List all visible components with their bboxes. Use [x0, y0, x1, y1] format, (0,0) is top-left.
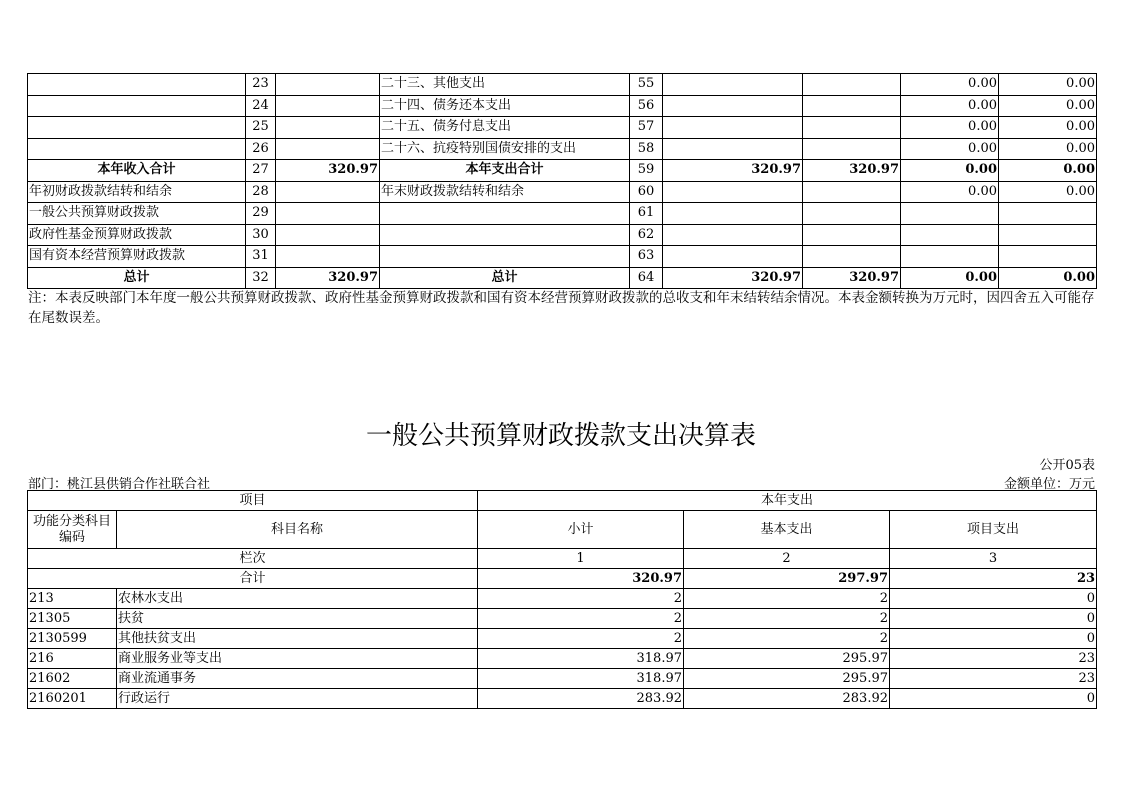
expense-total	[663, 95, 803, 117]
expense-general-budget	[803, 246, 901, 268]
subject-code: 216	[28, 649, 117, 669]
expense-line-number: 56	[630, 95, 663, 117]
subject-name: 农林水支出	[117, 589, 478, 609]
total-subtotal: 320.97	[478, 569, 684, 589]
subject-code: 2130599	[28, 629, 117, 649]
table-row	[28, 589, 1097, 609]
column-label: 栏次	[28, 549, 478, 569]
expense-total	[663, 74, 803, 96]
income-line-number: 25	[246, 117, 276, 139]
header-subtotal: 小计	[478, 511, 684, 549]
expense-general-budget	[803, 138, 901, 160]
project-amount: 23	[890, 669, 1097, 689]
income-item	[28, 74, 246, 96]
income-item: 总计	[28, 267, 246, 289]
income-line-number: 23	[246, 74, 276, 96]
subject-name: 其他扶贫支出	[117, 629, 478, 649]
total-project: 23	[890, 569, 1097, 589]
column-2: 2	[684, 549, 890, 569]
column-3: 3	[890, 549, 1097, 569]
expense-line-number: 57	[630, 117, 663, 139]
table-row	[28, 117, 1097, 139]
subject-name: 扶贫	[117, 609, 478, 629]
table-note: 注：本表反映部门本年度一般公共预算财政拨款、政府性基金预算财政拨款和国有资本经营预算财政拨款的总收支和年末结转结余情况。本表金额转换为万元时，因四舍五入可能存在尾数误差。	[28, 290, 1095, 326]
expense-item: 二十六、抗疫特别国债安排的支出	[380, 138, 630, 160]
expense-capital-budget: 0.00	[999, 95, 1097, 117]
expense-total	[663, 181, 803, 203]
expense-capital-budget: 0.00	[999, 117, 1097, 139]
department-label: 部门：桃江县供销合作社联合社	[28, 477, 211, 492]
income-amount	[276, 138, 380, 160]
expense-general-budget	[803, 95, 901, 117]
expense-line-number: 55	[630, 74, 663, 96]
subject-code: 213	[28, 589, 117, 609]
expense-total	[663, 117, 803, 139]
expense-capital-budget	[999, 224, 1097, 246]
header-project: 项目	[28, 491, 478, 511]
subtotal-amount: 318.97	[478, 669, 684, 689]
income-expense-table	[27, 73, 1097, 289]
header-code: 功能分类科目编码	[28, 511, 117, 549]
project-amount: 0	[890, 689, 1097, 709]
subject-code: 21602	[28, 669, 117, 689]
table-row	[28, 267, 1097, 289]
subject-name: 行政运行	[117, 689, 478, 709]
income-line-number: 24	[246, 95, 276, 117]
table-row	[28, 160, 1097, 182]
header-row	[28, 511, 1097, 549]
income-line-number: 32	[246, 267, 276, 289]
income-line-number: 31	[246, 246, 276, 268]
form-number: 公开05表	[1039, 458, 1095, 473]
header-basic: 基本支出	[684, 511, 890, 549]
expense-line-number: 63	[630, 246, 663, 268]
expense-fund-budget: 0.00	[901, 181, 999, 203]
expense-fund-budget: 0.00	[901, 160, 999, 182]
expense-capital-budget: 0.00	[999, 138, 1097, 160]
expense-line-number: 58	[630, 138, 663, 160]
expense-item	[380, 224, 630, 246]
total-label: 合计	[28, 569, 478, 589]
column-number-row	[28, 549, 1097, 569]
expense-capital-budget: 0.00	[999, 74, 1097, 96]
subtotal-amount: 283.92	[478, 689, 684, 709]
expense-fund-budget	[901, 246, 999, 268]
header-year-expenditure: 本年支出	[478, 491, 1097, 511]
expense-total	[663, 138, 803, 160]
expense-fund-budget: 0.00	[901, 117, 999, 139]
expense-capital-budget	[999, 246, 1097, 268]
page-title: 一般公共预算财政拨款支出决算表	[365, 421, 756, 451]
expense-general-budget	[803, 117, 901, 139]
expense-general-budget	[803, 203, 901, 225]
income-amount	[276, 224, 380, 246]
income-item: 本年收入合计	[28, 160, 246, 182]
basic-amount: 283.92	[684, 689, 890, 709]
income-amount: 320.97	[276, 267, 380, 289]
header-row	[28, 491, 1097, 511]
income-line-number: 29	[246, 203, 276, 225]
subject-code: 21305	[28, 609, 117, 629]
unit-label: 金额单位：万元	[1003, 477, 1095, 492]
table-row	[28, 203, 1097, 225]
income-amount	[276, 203, 380, 225]
income-line-number: 26	[246, 138, 276, 160]
expense-item: 年末财政拨款结转和结余	[380, 181, 630, 203]
income-item	[28, 117, 246, 139]
table-row	[28, 669, 1097, 689]
project-amount: 0	[890, 589, 1097, 609]
expense-total	[663, 224, 803, 246]
expense-line-number: 61	[630, 203, 663, 225]
income-item	[28, 138, 246, 160]
income-item: 政府性基金预算财政拨款	[28, 224, 246, 246]
expense-total: 320.97	[663, 160, 803, 182]
expense-fund-budget	[901, 203, 999, 225]
table-row	[28, 246, 1097, 268]
table-row	[28, 95, 1097, 117]
expense-item	[380, 246, 630, 268]
expense-capital-budget	[999, 203, 1097, 225]
expense-general-budget	[803, 74, 901, 96]
basic-amount: 295.97	[684, 649, 890, 669]
expense-fund-budget: 0.00	[901, 267, 999, 289]
income-amount	[276, 95, 380, 117]
expense-line-number: 64	[630, 267, 663, 289]
total-basic: 297.97	[684, 569, 890, 589]
basic-amount: 2	[684, 589, 890, 609]
project-amount: 0	[890, 609, 1097, 629]
expense-line-number: 59	[630, 160, 663, 182]
income-line-number: 27	[246, 160, 276, 182]
basic-amount: 295.97	[684, 669, 890, 689]
expense-item: 总计	[380, 267, 630, 289]
project-amount: 23	[890, 649, 1097, 669]
expense-fund-budget	[901, 224, 999, 246]
income-item: 一般公共预算财政拨款	[28, 203, 246, 225]
income-amount: 320.97	[276, 160, 380, 182]
expense-item: 二十五、债务付息支出	[380, 117, 630, 139]
subtotal-amount: 318.97	[478, 649, 684, 669]
income-amount	[276, 181, 380, 203]
expense-general-budget	[803, 224, 901, 246]
expense-item: 二十三、其他支出	[380, 74, 630, 96]
expense-item: 二十四、债务还本支出	[380, 95, 630, 117]
table-row	[28, 224, 1097, 246]
subtotal-amount: 2	[478, 589, 684, 609]
expense-total	[663, 246, 803, 268]
subtotal-amount: 2	[478, 609, 684, 629]
expense-item	[380, 203, 630, 225]
expense-line-number: 60	[630, 181, 663, 203]
expense-fund-budget: 0.00	[901, 74, 999, 96]
subtotal-amount: 2	[478, 629, 684, 649]
expense-fund-budget: 0.00	[901, 95, 999, 117]
column-1: 1	[478, 549, 684, 569]
table-row	[28, 181, 1097, 203]
expense-fund-budget: 0.00	[901, 138, 999, 160]
income-item: 年初财政拨款结转和结余	[28, 181, 246, 203]
income-amount	[276, 74, 380, 96]
income-item	[28, 95, 246, 117]
table-row	[28, 74, 1097, 96]
subject-code: 2160201	[28, 689, 117, 709]
basic-amount: 2	[684, 629, 890, 649]
expense-general-budget	[803, 181, 901, 203]
income-amount	[276, 246, 380, 268]
expense-capital-budget: 0.00	[999, 181, 1097, 203]
table-row	[28, 629, 1097, 649]
income-line-number: 28	[246, 181, 276, 203]
expenditure-table	[27, 490, 1097, 709]
expense-general-budget: 320.97	[803, 267, 901, 289]
subject-name: 商业服务业等支出	[117, 649, 478, 669]
expense-total	[663, 203, 803, 225]
table-row	[28, 609, 1097, 629]
expense-capital-budget: 0.00	[999, 267, 1097, 289]
expense-total: 320.97	[663, 267, 803, 289]
header-name: 科目名称	[117, 511, 478, 549]
table-row	[28, 138, 1097, 160]
expense-general-budget: 320.97	[803, 160, 901, 182]
expense-line-number: 62	[630, 224, 663, 246]
expense-capital-budget: 0.00	[999, 160, 1097, 182]
income-line-number: 30	[246, 224, 276, 246]
project-amount: 0	[890, 629, 1097, 649]
income-item: 国有资本经营预算财政拨款	[28, 246, 246, 268]
table-row	[28, 649, 1097, 669]
income-amount	[276, 117, 380, 139]
expense-item: 本年支出合计	[380, 160, 630, 182]
header-project-expense: 项目支出	[890, 511, 1097, 549]
subject-name: 商业流通事务	[117, 669, 478, 689]
table-row	[28, 689, 1097, 709]
basic-amount: 2	[684, 609, 890, 629]
total-row	[28, 569, 1097, 589]
